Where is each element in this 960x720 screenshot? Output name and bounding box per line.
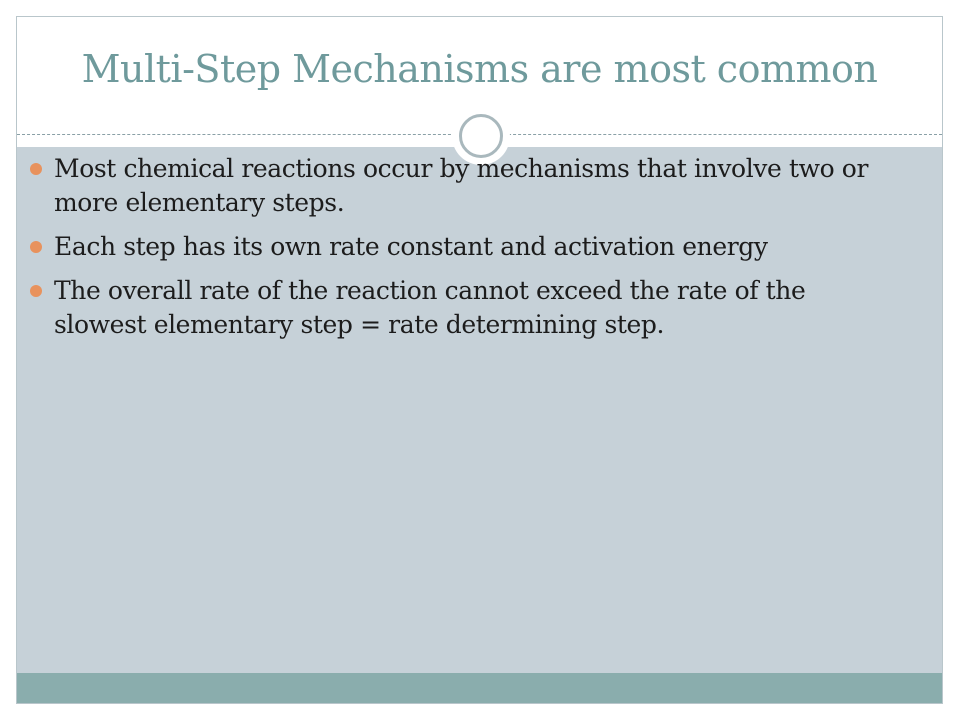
- bullet-list: [26, 152, 876, 352]
- round-bullet-icon: [30, 285, 42, 297]
- bullet-item: [26, 152, 876, 220]
- round-bullet-icon: [30, 163, 42, 175]
- bullet-text: Most chemical reactions occur by mechanisms that involve two or more elementary steps.: [54, 154, 869, 217]
- slide-frame: [16, 16, 943, 704]
- footer-band: [17, 673, 942, 704]
- bullet-item: [26, 230, 876, 264]
- bullet-item: [26, 274, 876, 342]
- round-bullet-icon: [30, 241, 42, 253]
- bullet-text: Each step has its own rate constant and activation energy: [54, 232, 768, 261]
- slide-title: Multi-Step Mechanisms are most common: [81, 47, 878, 91]
- bullet-text: The overall rate of the reaction cannot exceed the rate of the slowest elementary step = rate determining step.: [54, 276, 806, 339]
